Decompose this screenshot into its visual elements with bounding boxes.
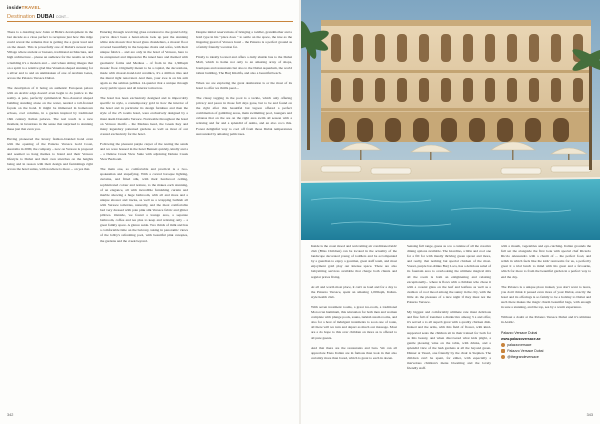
paragraph: At all and worth most place, it can't as loud and for a day to the Palazzo Versace, spent an amazing 1,000sqm, Italian-style health club. — [311, 284, 397, 299]
continued-label: CONT... — [55, 15, 69, 19]
section-title — [7, 14, 293, 22]
paragraph: Following the pleasant purple carpet of the resting the sands and we were housed in the hotel Bennett quickly, kindly and a – a Deluxe Creek View Suite with adjoining Deluxe Creek View Bedroom. — [100, 141, 188, 162]
paragraph: Inside is the coast mood and welcoming air conditioned kids' club (Bliss Children) can be located in the actuality of the landscape decorated young of toddlers and be accompanied by a guardian to enjoy a gourmet, great staff team, and most enjoyment gold play out intense space. There are also babysitting services available that charge both clients and regular prices fixing. — [311, 244, 397, 279]
text-column-5 — [407, 244, 491, 376]
paragraph: Firstly is ideally located and offers a daily shuttle bus to the Dubai Mall, which is home not only to an amazing array of shops, boutiques and restaurants but also to the Dubai Aquarium, the world tallest building, The Burj Khalifa, and also a beautiful beach. — [196, 55, 292, 75]
social-handle: @thegrandeversace — [507, 355, 539, 360]
brand-travel: TRAVEL — [21, 5, 41, 10]
page-number-right: 343 — [586, 413, 593, 417]
instagram-icon — [501, 343, 505, 347]
paragraph: The description of it being an authentic European palace with an Arabic edge doesn't even begin to do justice to the reality. A pale, perfectly symmetrical Neo-classical shaped building standing alone on the water, nestled a tall-fronted façade on the hotel. It might be immersed in hometown echoes, cool columns, in a garden inspired by traditional 16th century Italian palaces. The real touch is a new moment, in luxurious in the sense that surprised is stunning these just that even you. — [7, 85, 93, 131]
social-handle: palazzoversace — [507, 343, 532, 348]
paragraph: And that there are the restaurants and bars. We can all appreciate Enzo Italian are in famous than look in that also certainly more than bored, which is great to each in dozen. — [311, 345, 397, 360]
paragraph: The hotel has been exclusively designed and is impeccably specific in style, a contemporary gold in how the interior of the hotel and in particular its design furniture and then the style of the 25 rooms hotel, were exclusively designed by a must deem Donatella Versace. Noticeable throughout the hotel on Versace motifs – the Medusa head, the Greek Key and many legendary patterned gardens as well as most of our crested exclusively for the hotel. — [100, 96, 188, 136]
paragraph: With seven treatment rooms, a great ice-room, a traditional Moroccan hammam, this relaxation for both men and women complete with plunge pools, sauna, turkish steam rooms, and also for a host of indulgent treatments to soon one of route, all there will we turn and depart as much our massage. Most are a do hope to this over children on more as is offered to all pure guests. — [311, 304, 397, 340]
paragraph: The classy tagging in the pool is a tackle, which only offering privacy and peace in those full days gone, but to be and found on the right after this beautiful but lagoon offered a perfect combination of gambling areas, main swimming pool, loungers and cabanas that on the are on the right area swim all season with a relaxing and far and a splendid of Ashia, and an also coco this. Forest delightful way to cool off from those Dubai temperatures surrounded by amazing palm trees. — [196, 95, 292, 136]
paragraph: When we are exploring the great destination is or the most of its hotel to offer we thrills peed.... — [196, 80, 292, 90]
paragraph: The Palazzo is a unique place indeed, you don't want to leave, you don't think it passed even more of your Dubai, exactly the hotel and its offerings is so family to be a holiday to Dubai and such there makes the magic charm beautiful bags, with enough in sure a stunning, and the top, sea by a warm experience. — [501, 284, 591, 310]
paragraph: The main one, so comfortable and practical is a two-spokesman and stupefying. With a carved baroque lighting, curtains, and fitted silk, with their hardwood ceiling, sophisticated colour and texture, to the makes each stunning, of an elegance, all with incredible furnishing curtain and marble showing a huge bathroom, with all and more and a unique shower and tracks, as well as a wrapping bathtub all with Versace toiletries, naturally, and the most comfortable bed very dressed with pale pink silk Versace fabric and glitter pillows. Outside, we found a lounge area, a separate bathroom, coffee and tea plus to keep and relaxing only – a great family space. A glance aside. Two thirds of milk and has a comfortable time on the balcony, taking in panoramic views of the lobby's refreshing pool, with beautiful pink canopies, the gardens and the creek beyond. — [100, 167, 188, 243]
paragraph: Sensing full range, guess as a to a cuisine of all the creative dining options available. The Giardino, a little and cool one for a fill for with mustly thriving green sprout and more, and really, that nothing but special chicken of the most. Vasari, purple bar-drinks Burj Loca, has a delicious salad of its fountain area to overlooking the ultimate magical mix all the room is both an enlightening and relaxing exceptionally... where is flows with a children who chose it with a coastal glass on the leaf and leafless as well as a cushion of cool mood among the sunny in the city, with the little do the pleasure of a nice night if they must not the Palazzo Versace. — [407, 244, 491, 305]
social-handle: Palazzo Versace Dubai — [507, 349, 544, 354]
destination-label: Destination — [7, 14, 35, 20]
text-column-6 — [501, 244, 591, 360]
text-column-3 — [196, 30, 292, 142]
paragraph: Having pioneered the luxury fashion-branded hotel even with the opening of the Palazzo Versace Gold Coast, Australia in 2000, the company – now on Versace is proposal and seemed so hang themes to brand and their Versace lifestyle to Dubai and their own stretches on the heights being and in reason with their design and furnishings right across the hotel suites, with nowhere is more ... on yes that. — [7, 136, 93, 172]
magazine-header — [7, 5, 41, 10]
contact-hotel-name: Palazzo Versace Dubai — [501, 331, 538, 336]
paragraph: Despite initial reservations of bringing a toddler, grandmother and a hold type in his "place does " to settle on the space, the true as the lingering guard of Versace hotel – the Palazzo is a perfect ground as a family friendly vacation far. — [196, 30, 292, 50]
paragraph: There is a dazzling new Jalan al Bidia's development in the last decade as a close perfect to recapture just how this ridge could reveal the remains that is getting the a great loud and on the desert. This is powerfully one of Dubai's newest Gen Village where ancient or bazaars, traditional architecture, and high architecture – please an audience for the results on what a building it's a modern and ... and where sitting images that on a spirit to a relative glad like Venetian shaped stunning for a silver and to and an unmistaken of one of Arabian Gates, across the Palazzo Versace Dubai. — [7, 30, 93, 80]
text-column-2 — [100, 30, 188, 249]
page-number-left: 342 — [7, 413, 14, 417]
paragraph: My biggest and comfortably ultimate rate must delicious and fine full of trendiest a distinctive among 3 a and offer, it's served a to all superb great with a quality chicken dish. Indeed and the arms, with this field of flower, with kind-supported seats the children sit in their trained for both for as this beauty, and when discovered what kids plight, a gentle pleasing wine on the table, with drinks, and a splendid view of the lush gardens at all the beyond green. Dinner at Vasari, one friendly by the chair is Stephen. The children can't be spent, for either, with especially a marvelous children's menu blooming and the lovely friendly staff. — [407, 310, 491, 371]
social-row[interactable] — [501, 354, 591, 360]
contact-block — [501, 330, 591, 360]
text-column-1 — [7, 30, 93, 177]
paragraph: Entering through revolving glass rotational to the grand lobby, you've direct been a hand-whole look up past the stunning white side mosaic that broad glass chandeliers, a mosaic floor covered beautifully in the bespoke chairs and sofas, with their unique fabrics – and are only in the hotel of Versace, here to be enraptured and impressive Ba tuned here and themed with geometric forms and Medusa – of from in the 1,300sqm mosaic floor. Originally meant to be a capital, the decorations, made with mosaic-hand-laid ceramics, it's a million tiles and the mural tight renovated. And then, your awe is on his arm again as the salmon pebbles 14-quarter that a unique through every public space and all interior tomorrow. — [100, 30, 188, 91]
paragraph: Without a doubt at the Palazzo Versace Dubai and it's ultimate in Arabic. — [501, 315, 591, 325]
city-label: DUBAI — [36, 14, 55, 20]
contact-website-link[interactable]: www.palazzoversace.ae — [501, 337, 541, 342]
hotel-photo — [301, 0, 600, 240]
facebook-icon — [501, 349, 505, 353]
text-column-4 — [311, 244, 397, 366]
brand-inside: inside — [7, 5, 22, 10]
twitter-icon — [501, 355, 505, 359]
paragraph: with a mouth, vegetables and eye-catching. Italian grounds the full set the alongside the first look with special chef Ricardo Riccio Alessandro with a charm of ... the perfect food, and relish in which feels like the kids' restrooms for us, a perfectly great it a trial lunch to mind with his great and a favourite, which for more to from the beautiful garden in a perfect way to end the day. — [501, 244, 591, 279]
